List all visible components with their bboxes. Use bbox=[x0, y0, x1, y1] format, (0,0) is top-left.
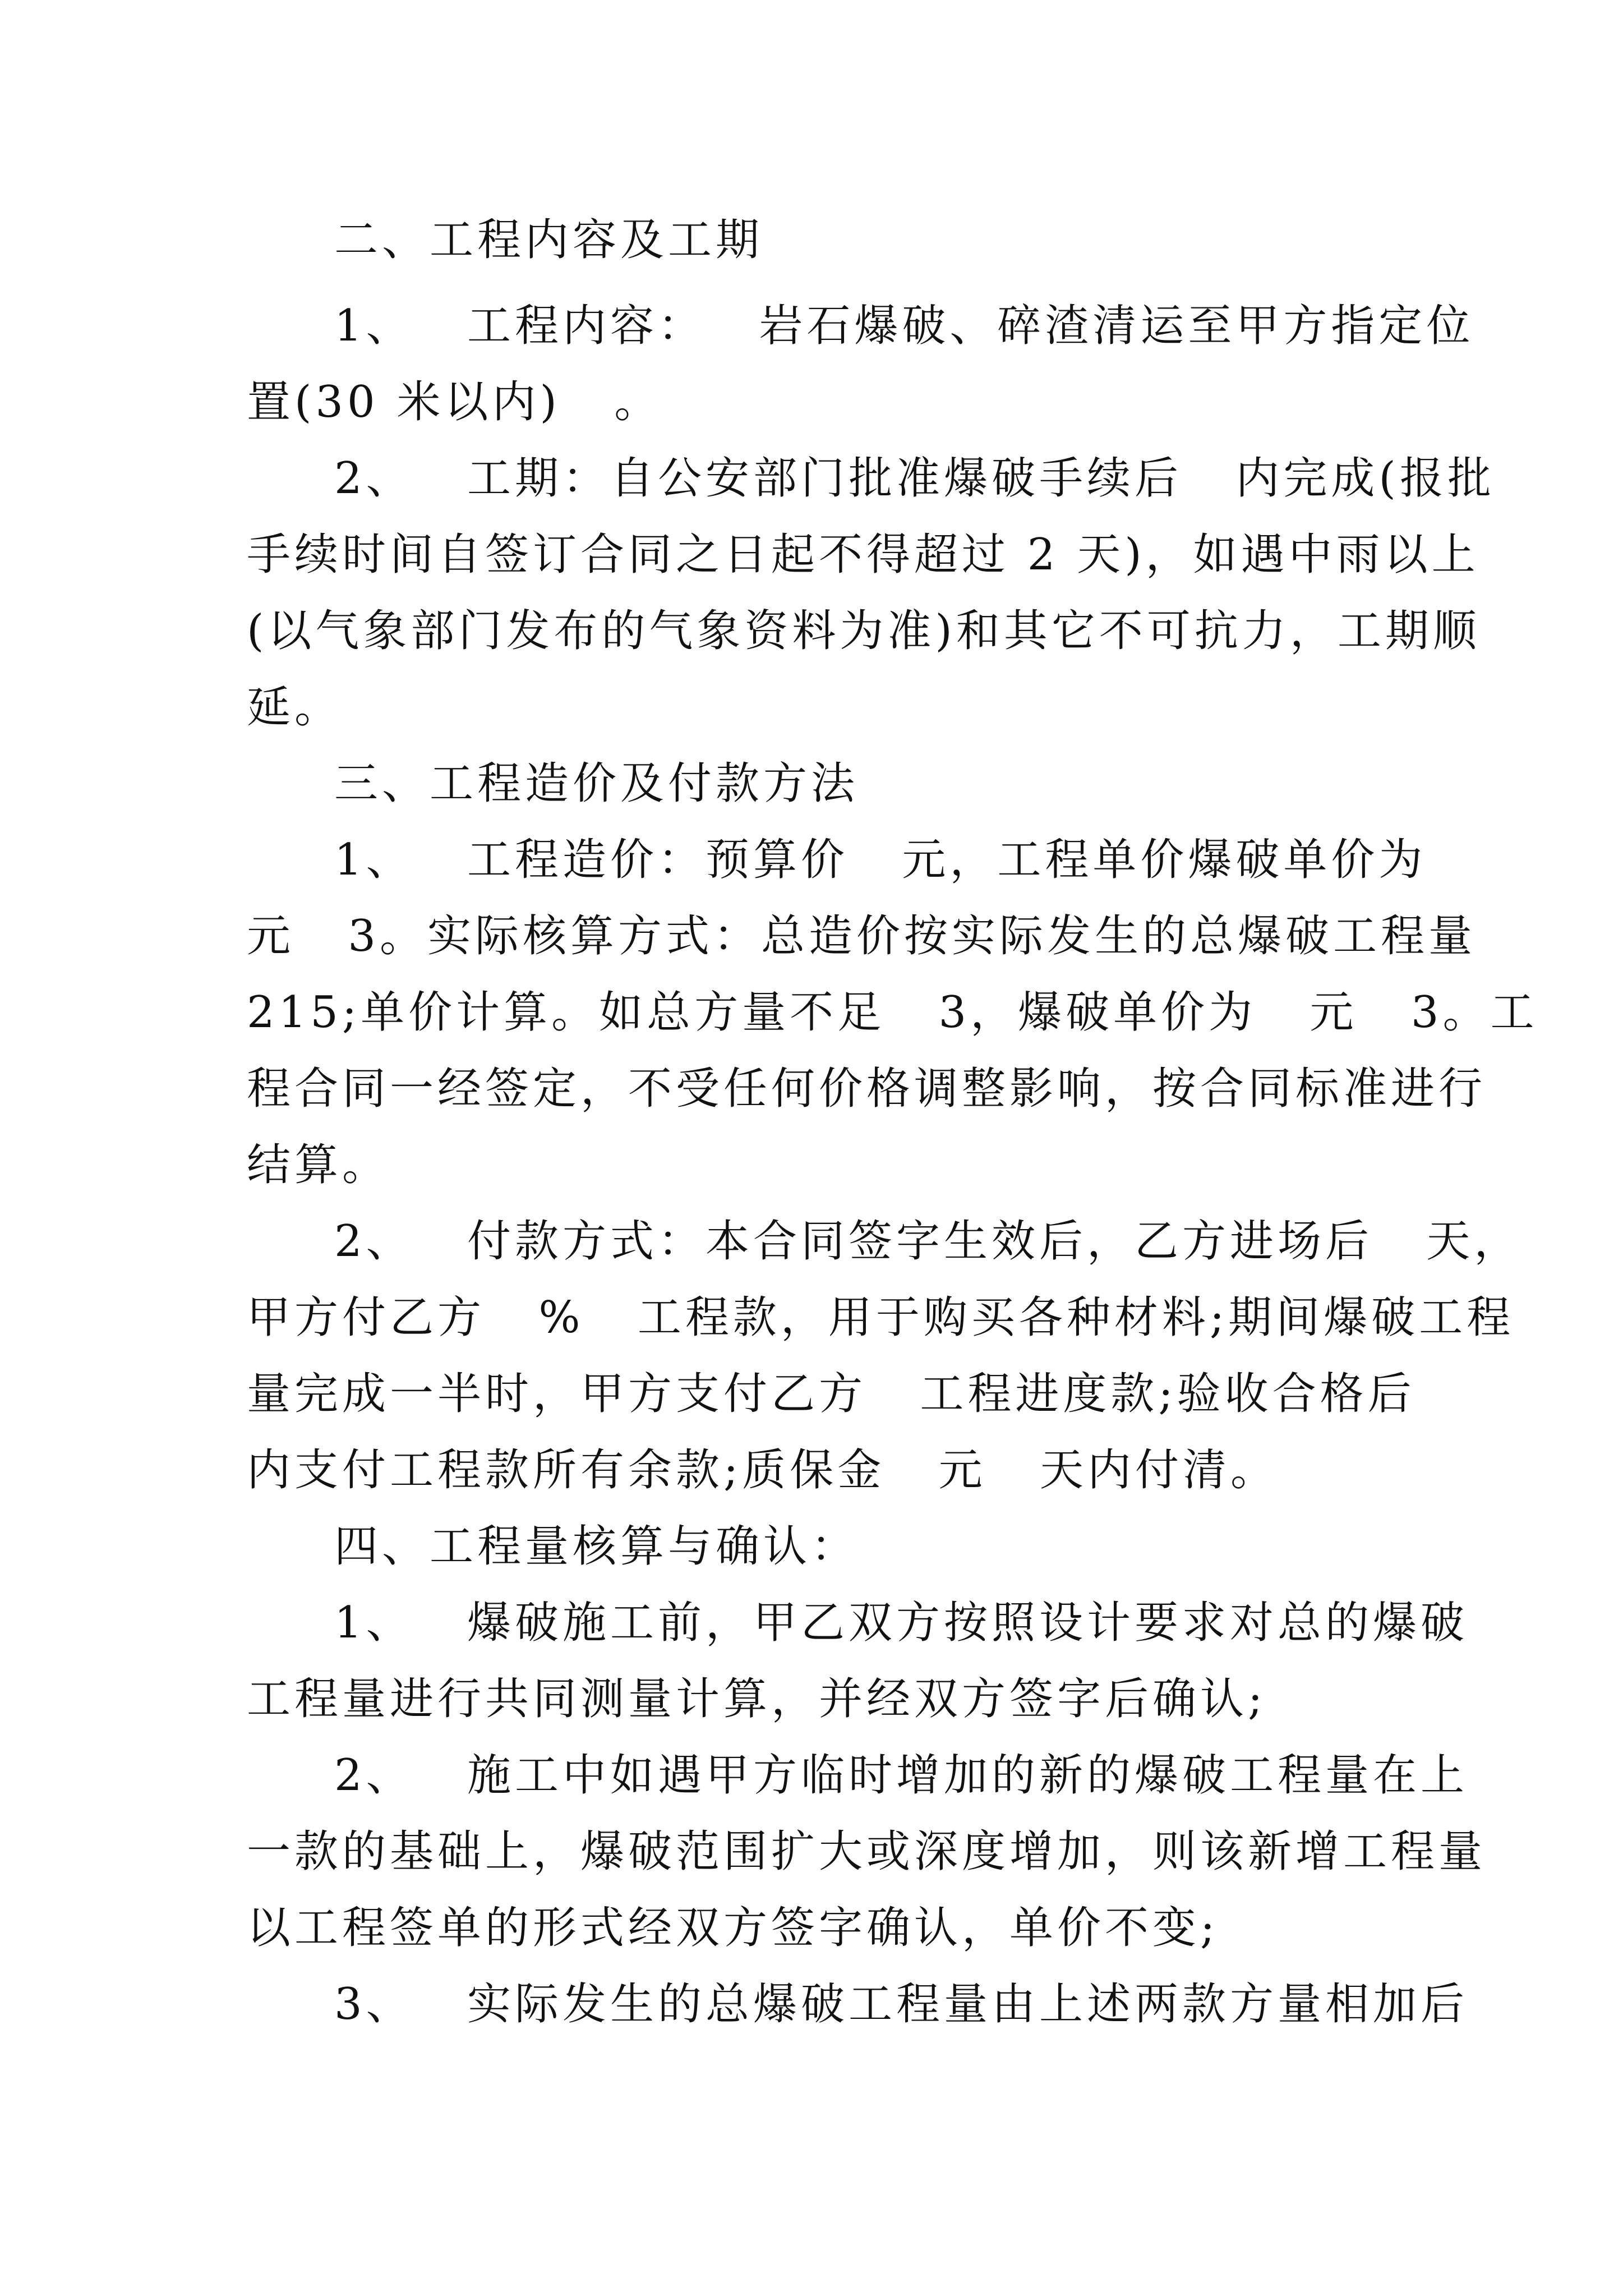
paragraph-line: 1、 工程内容： 岩石爆破、碎渣清运至甲方指定位 bbox=[334, 301, 1474, 351]
section-heading-4: 四、工程量核算与确认： bbox=[334, 1521, 859, 1572]
paragraph-line: 结算。 bbox=[247, 1140, 390, 1190]
paragraph-line: 2、 付款方式：本合同签字生效后，乙方进场后 天， bbox=[334, 1216, 1522, 1267]
section-heading-2: 二、工程内容及工期 bbox=[334, 215, 764, 265]
paragraph-line: (以气象部门发布的气象资料为准)和其它不可抗力，工期顺 bbox=[247, 606, 1481, 656]
paragraph-line: 程合同一经签定，不受任何价格调整影响，按合同标准进行 bbox=[247, 1064, 1487, 1114]
paragraph-line: 以工程签单的形式经双方签字确认，单价不变; bbox=[247, 1903, 1219, 1953]
paragraph-line: 1、 爆破施工前，甲乙双方按照设计要求对总的爆破 bbox=[334, 1598, 1469, 1648]
paragraph-line: 3、 实际发生的总爆破工程量由上述两款方量相加后 bbox=[334, 1979, 1469, 2030]
paragraph-line: 手续时间自签订合同之日起不得超过 2 天)，如遇中雨以上 bbox=[247, 530, 1479, 580]
paragraph-line: 2、 工期：自公安部门批准爆破手续后 内完成(报批 bbox=[334, 453, 1495, 504]
paragraph-line: 一款的基础上，爆破范围扩大或深度增加，则该新增工程量 bbox=[247, 1826, 1487, 1877]
paragraph-line: 1、 工程造价：预算价 元，工程单价爆破单价为 bbox=[334, 835, 1427, 885]
paragraph-line: 2、 施工中如遇甲方临时增加的新的爆破工程量在上 bbox=[334, 1750, 1469, 1801]
paragraph-line: 内支付工程款所有余款;质保金 元 天内付清。 bbox=[247, 1445, 1279, 1496]
paragraph-line: 延。 bbox=[247, 682, 343, 733]
paragraph-line: 量完成一半时，甲方支付乙方 工程进度款;验收合格后 bbox=[247, 1369, 1415, 1419]
paragraph-line: 元 3。实际核算方式：总造价按实际发生的总爆破工程量 bbox=[247, 911, 1477, 961]
section-heading-3: 三、工程造价及付款方法 bbox=[334, 758, 859, 809]
paragraph-line: 215;单价计算。如总方量不足 3，爆破单价为 元 3。工 bbox=[247, 987, 1538, 1038]
paragraph-line: 工程量进行共同测量计算，并经双方签字后确认; bbox=[247, 1674, 1267, 1724]
paragraph-line: 置(30 米以内) 。 bbox=[247, 377, 662, 427]
paragraph-line: 甲方付乙方 % 工程款，用于购买各种材料;期间爆破工程 bbox=[247, 1292, 1515, 1343]
